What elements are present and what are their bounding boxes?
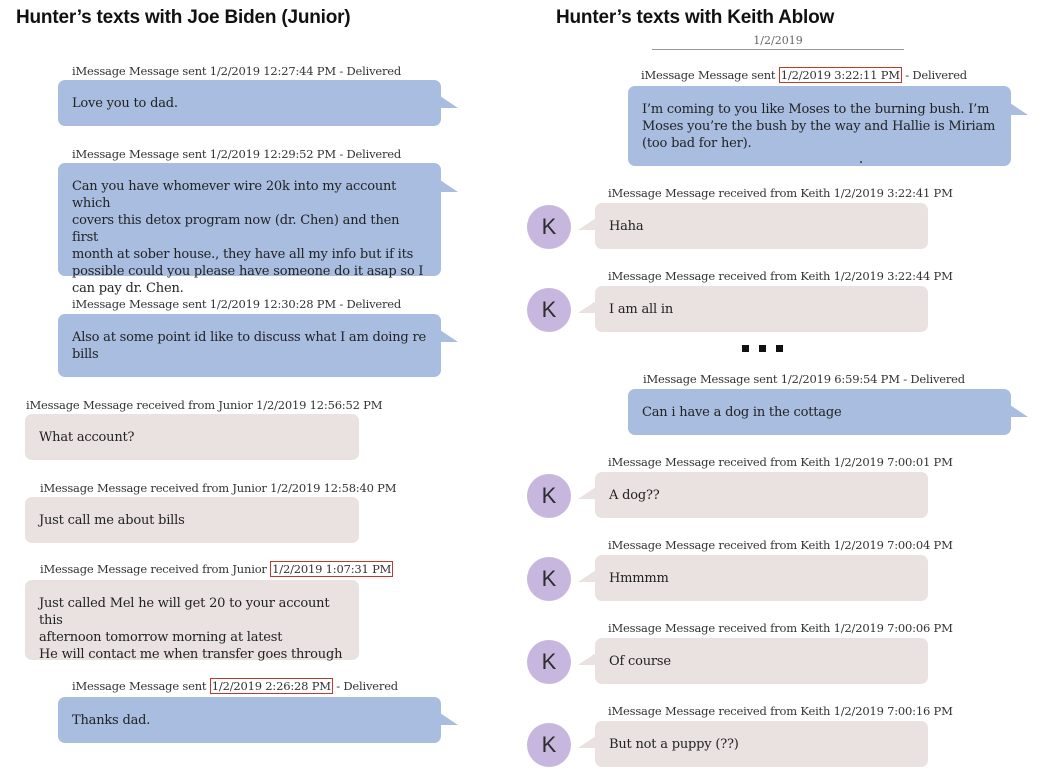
message-meta: iMessage Message sent 1/2/2019 12:29:52 PM - Delivered	[72, 147, 402, 161]
message-meta	[40, 562, 393, 576]
meta-suffix: - Delivered	[901, 68, 967, 82]
meta-suffix: - Delivered	[332, 679, 398, 693]
highlighted-timestamp: 1/2/2019 3:22:11 PM	[780, 68, 900, 82]
received-message-bubble[interactable]	[595, 203, 928, 249]
message-meta: iMessage Message received from Junior 1/2/2019 12:58:40 PM	[40, 481, 397, 495]
avatar: K	[527, 288, 571, 332]
message-text: What account?	[39, 430, 135, 445]
message-text: Can i have a dog in the cottage	[642, 405, 842, 420]
right-column-title: Hunter’s texts with Keith Ablow	[556, 7, 835, 28]
meta-prefix: iMessage Message sent	[641, 68, 779, 82]
highlighted-timestamp: 1/2/2019 1:07:31 PM	[272, 562, 392, 576]
message-meta: iMessage Message received from Keith 1/2/2019 7:00:16 PM	[608, 704, 953, 718]
message-meta: iMessage Message sent 1/2/2019 12:30:28 PM - Delivered	[72, 297, 402, 311]
message-text: Hmmmm	[609, 571, 669, 586]
sent-message-bubble[interactable]	[58, 697, 441, 743]
received-message-bubble[interactable]	[595, 721, 928, 767]
message-text: Can you have whomever wire 20k into my account which covers this detox program now (dr. Chen) and then first month at sober house., they have all my info but if its possible could you please have someone do it asap so I can pay dr. Chen.	[72, 179, 424, 296]
message-meta: iMessage Message received from Keith 1/2/2019 7:00:01 PM	[608, 455, 953, 469]
message-text: Thanks dad.	[72, 713, 151, 728]
received-message-bubble[interactable]	[595, 472, 928, 518]
received-message-bubble[interactable]	[595, 638, 928, 684]
message-text: Just called Mel he will get 20 to your account this afternoon tomorrow morning at latest He will contact me when transfer goes through	[39, 596, 343, 662]
bubble-tail	[578, 653, 596, 665]
stray-dot	[860, 161, 862, 163]
sent-message-bubble[interactable]	[628, 389, 1011, 435]
avatar: K	[527, 723, 571, 767]
message-text: Haha	[609, 219, 644, 234]
message-text: Just call me about bills	[39, 513, 185, 528]
message-text: Also at some point id like to discuss what I am doing re bills	[72, 330, 426, 362]
date-divider: 1/2/2019	[652, 34, 904, 50]
bubble-tail	[578, 218, 596, 230]
avatar: K	[527, 640, 571, 684]
bubble-tail	[440, 96, 458, 108]
message-meta: iMessage Message sent 1/2/2019 12:27:44 PM - Delivered	[72, 64, 402, 78]
bubble-tail	[440, 180, 458, 192]
sent-message-bubble[interactable]	[628, 86, 1011, 166]
message-meta	[641, 68, 967, 82]
omitted-messages-ellipsis	[742, 345, 783, 352]
received-message-bubble[interactable]	[595, 555, 928, 601]
bubble-tail	[1010, 103, 1028, 115]
message-text: I am all in	[609, 302, 674, 317]
message-meta: iMessage Message received from Keith 1/2/2019 3:22:44 PM	[608, 269, 953, 283]
bubble-tail	[578, 736, 596, 748]
message-meta: iMessage Message received from Keith 1/2/2019 7:00:06 PM	[608, 621, 953, 635]
bubble-tail	[440, 713, 458, 725]
left-column-title: Hunter’s texts with Joe Biden (Junior)	[16, 7, 351, 28]
received-message-bubble[interactable]	[25, 497, 359, 543]
avatar: K	[527, 557, 571, 601]
message-text: But not a puppy (??)	[609, 737, 739, 752]
sent-message-bubble[interactable]	[58, 314, 441, 377]
sent-message-bubble[interactable]	[58, 80, 441, 126]
sent-message-bubble[interactable]	[58, 163, 441, 296]
message-text: Love you to dad.	[72, 96, 178, 111]
message-meta: iMessage Message received from Junior 1/2/2019 12:56:52 PM	[26, 398, 383, 412]
message-text: Of course	[609, 654, 671, 669]
message-meta: iMessage Message sent 1/2/2019 6:59:54 PM - Delivered	[643, 372, 965, 386]
avatar: K	[527, 474, 571, 518]
message-text: A dog??	[609, 488, 660, 503]
bubble-tail	[1010, 405, 1028, 417]
message-text: I’m coming to you like Moses to the burning bush. I’m Moses you’re the bush by the way and Hallie is Miriam (too bad for her).	[642, 102, 996, 151]
message-meta	[72, 679, 398, 693]
message-meta: iMessage Message received from Keith 1/2/2019 7:00:04 PM	[608, 538, 953, 552]
bubble-tail	[578, 301, 596, 313]
received-message-bubble[interactable]	[595, 286, 928, 332]
bubble-tail	[578, 487, 596, 499]
received-message-bubble[interactable]	[25, 580, 359, 660]
meta-prefix: iMessage Message received from Junior	[40, 562, 271, 576]
avatar: K	[527, 205, 571, 249]
bubble-tail	[578, 570, 596, 582]
bubble-tail	[440, 330, 458, 342]
received-message-bubble[interactable]	[25, 414, 359, 460]
message-meta: iMessage Message received from Keith 1/2/2019 3:22:41 PM	[608, 186, 953, 200]
highlighted-timestamp: 1/2/2019 2:26:28 PM	[211, 679, 331, 693]
meta-prefix: iMessage Message sent	[72, 679, 210, 693]
